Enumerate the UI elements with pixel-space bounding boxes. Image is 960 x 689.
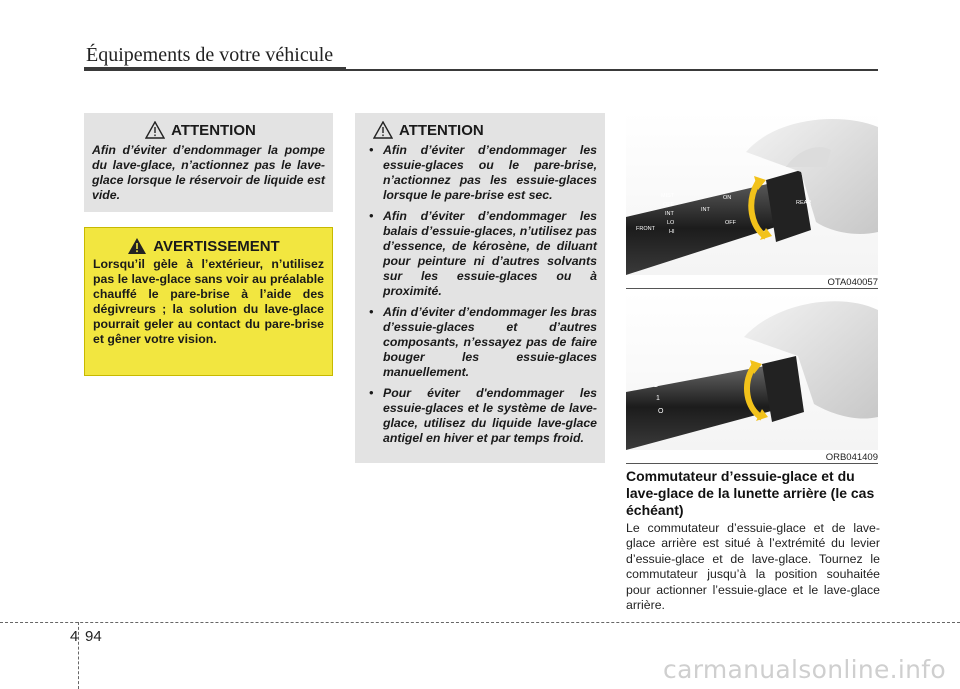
section-body: Le commutateur d’essuie-glace et de lave-glace arrière est situé à l’extrémité du levier d’essuie-glace et de lave-glace. Tournez le commutateur jusqu’à la position souhaitée pour actionner l’essuie-glace et le lave-glace arrière. [626, 521, 880, 613]
switch-label: OFF [663, 202, 674, 208]
switch-label: ON [723, 195, 732, 201]
wiper-switch-illustration-b [626, 292, 878, 450]
switch-label: OFF [725, 220, 736, 226]
switch-label: INT [701, 207, 710, 213]
attention-heading-row [76, 121, 325, 139]
attention-heading: ATTENTION [399, 121, 484, 139]
switch-label: FRONT [636, 226, 655, 232]
figure-divider [626, 463, 878, 464]
bullet: • [369, 143, 374, 157]
warning-heading: AVERTISSEMENT [153, 237, 280, 255]
attention-item: • Afin d’éviter d’endommager les bras d’essuie-glaces et d’autres composants, n’essayez pas de faire bouger les essuie-glaces manuellement. [369, 305, 597, 379]
switch-label: INT [665, 211, 674, 217]
attention-box-wipers [355, 113, 605, 463]
attention-body: Afin d’éviter d’endommager la pompe du lave-glace, n’actionnez pas le lave-glace lorsque le réservoir de liquide est vide. [92, 143, 325, 202]
attention-heading: ATTENTION [171, 121, 256, 139]
switch-label: REAR [796, 200, 812, 206]
bullet: • [369, 305, 374, 319]
switch-label: MIST [661, 193, 675, 199]
attention-list [363, 143, 597, 446]
warning-outline-icon [373, 121, 393, 139]
section-title: Commutateur d’essuie-glace et du lave-glace de la lunette arrière (le cas échéant) [626, 468, 875, 518]
switch-label: 1 [656, 395, 660, 402]
attention-item: • Pour éviter d'endommager les essuie-glaces et le système de lave-glace, utilisez du liquide lave-glace antigel en hiver et par temps froid. [369, 386, 597, 445]
figure-code-b: ORB041409 [825, 452, 878, 463]
attention-box-pump [84, 113, 333, 212]
warning-box-freeze [84, 227, 333, 376]
switch-label: O [658, 408, 664, 415]
header-rule [84, 67, 346, 71]
warning-heading-row [83, 237, 324, 255]
switch-label: LO [667, 220, 675, 226]
figure-code-a: OTA040057 [827, 277, 878, 288]
header-rule-thin [346, 69, 878, 71]
figure-type-a-photo [626, 112, 878, 275]
wiper-switch-illustration-a [626, 112, 878, 275]
attention-heading-row [373, 121, 597, 139]
warning-outline-icon [145, 121, 165, 139]
switch-label: HI [669, 229, 675, 235]
footer-rule [0, 622, 960, 623]
figure-type-b-photo [626, 292, 878, 450]
page-number: 94 [85, 628, 102, 645]
watermark: carmanualsonline.info [663, 655, 946, 684]
attention-item: • Afin d’éviter d’endommager les essuie-glaces ou le pare-brise, n’actionnez pas les essuie-glaces lorsque le pare-brise est sec. [369, 143, 597, 202]
figure-divider [626, 288, 878, 289]
header-title: Équipements de votre véhicule [86, 44, 334, 66]
bullet: • [369, 209, 374, 223]
attention-item: • Afin d’éviter d’endommager les balais d’essuie-glaces, n’utilisez pas d’essence, de kérosène, de diluant pour peinture ni d’autres solvants sur les essuie-glaces ou à proximité. [369, 209, 597, 298]
bullet: • [369, 386, 374, 400]
warning-filled-icon [127, 237, 147, 255]
warning-body: Lorsqu’il gèle à l’extérieur, n’utilisez pas le lave-glace sans voir au préalable chauffé le pare-brise à l’aide des dégivreurs ; la solution du lave-glace pourrait geler au contact du pare-brise et gêner votre vision. [93, 257, 324, 346]
chapter-number: 4 [70, 628, 79, 645]
switch-label: 2 [654, 382, 658, 389]
